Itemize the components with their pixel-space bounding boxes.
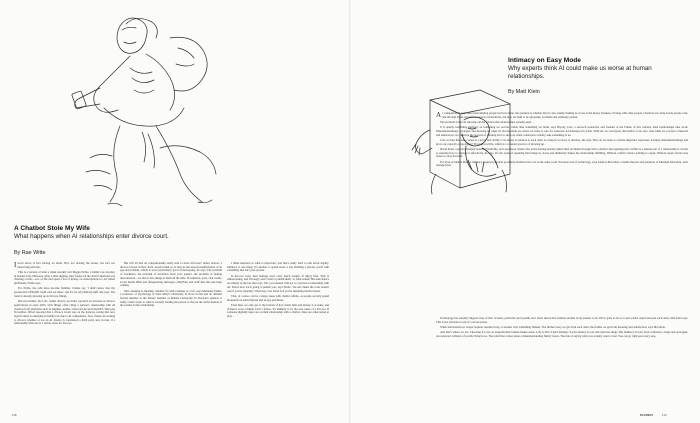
magazine-brand: PLAYBOY — [640, 413, 654, 417]
paragraph: But will all this AI companionship really lead to more divorces? James Sexton, a divorce lawyer in New York, doesn't think so. It may be the newest manifestation of an age-old problem, which is we're particularly good at monogamy, he says. The problem of loneliness, the problem of deviation from your partner, the problem of feeling disconnected—we throw new things at them all the time. Prostitution, porn, chat rooms, social media DMs and disappearing messages, OnlyFans and stuff like this just keep coming. — [120, 262, 222, 288]
right-article-dek: Why experts think AI could make us worse at human relationships. — [508, 65, 652, 80]
paragraph: The problem is that AI smooths out the friction that relationships actually need. — [440, 120, 532, 124]
paragraph: I think intention is what is important, and that's really hard to talk about legally. Intimacy is one thing; it's another to spend hours a day building a private world with something that isn't your spouse. — [227, 262, 329, 273]
paragraph: As companion AI apps have been helping people feel less alone, the question is whether they're also quietly making us worse at the messy business of being with other people. Chatbots now help lonely people vent, talk through fights and rehearse hard conversations, but they are built to be agreeable, available and endlessly patient. — [436, 112, 688, 119]
paragraph: Still, cheating is cheating, whether it's with a human or a bot, says Marianne Fisher, a professor of psychology at State Mary's University in Nova Scotia and an affiliate faculty member at the Kinsey Institute at Indiana University. In Noonan's opinion, it really comes down to what is actually leading the person to choose the outlet instead of the partner in the relationship. — [120, 288, 222, 308]
paragraph: This is a version of what a client recently told Megan Noble, a family law attorney in Kansas City, Missouri. After a little digging, they found out the client's husband was cheating on her—sort of. He had spent a ton of money on subscriptions for AI virtual girlfriends, Noble says. — [14, 270, 115, 286]
right-article-header — [508, 57, 688, 96]
left-column-2 — [120, 262, 222, 407]
paragraph: In divorce court, hurt feelings don't carry much weight. If [they] find, 'This is embarrassing, and I'm angry and I want to punish them,' to what extent? Because there's no remedy in the law that says, 'Oh, you cheated with AI, so you had a relationship with AI. This is how we're going to punish you,' says Noble. 'We tell clients the court doesn't care if you're cheating.' What they care about is if you're depleting marital assets. — [227, 273, 329, 293]
left-page-number: 118 — [12, 413, 17, 417]
paragraph: When intervention no longer requires another body, or another will, something flattens. The further away we get from each other, the further we get from meaning and satisfaction, says McLellan. — [440, 325, 666, 329]
paragraph: Technology has steadily chipped away at that. Screens, platforms and systems now allow interaction without another body present at all. We've gone as far as to put a third object between each other, McLellan says. This is the visitation room of a secret prison. — [436, 317, 688, 324]
left-article-byline: By Rae Witte — [14, 249, 46, 256]
paragraph: David Pearl, a psychotherapist based in Nashville, now sees more clients who arrive having already talked their problems through with a chatbot. Recognizing that conflict is a natural part of a relationship is crucial to learning how to manage it effectively, he says. It's the work of repairing that brings us closer and ultimately makes the relationship fulfilling. Without conflict, there's nothing to repair. Without repair, there's less reason to stay invested. — [436, 147, 688, 159]
left-column-1 — [14, 262, 115, 407]
right-article-title: Intimacy on Easy Mode — [508, 57, 581, 64]
left-article-header — [14, 225, 294, 257]
right-column-1 — [436, 112, 688, 317]
couple-line-illustration — [60, 8, 225, 213]
left-article-title: A Chatbot Stole My Wife — [14, 225, 90, 232]
paragraph: It is quietly redefining intimacy as something we receive, rather than something we build, says Bryony Cole, a sex-tech researcher and founder of the Future of Sex website. Real relationships take work. Misunderstandings, apologies and showing up when it's inconvenient are where we learn to care for someone. AI sidesteps all of that. With AI, we can bypass discomfort, Cole says. And while we can feel connected and understood, we interrupt the process of learning how to show up when connection actually asks something of us. — [436, 125, 688, 137]
paragraph: Cole worries that ease comes at a price. Our ability to be messy in relation to each other is a muscle we have to develop, she says. How do we learn to tolerate imperfect responses, navigate misunderstandings and grow our capacity to apologize? Through real life, which is a constant practice of showing up. — [436, 138, 688, 146]
paragraph: Iwon't know if he's having an affair. He's not leaving the house, but he's not interacting with me. — [14, 262, 115, 269]
left-column-3 — [227, 262, 329, 407]
paragraph: That, of course, can be a major issue with chatbot affairs, as people secretly spend thousands on subscriptions and in-app purchases. — [227, 293, 329, 302]
paragraph: Even then, we only get to the bottom of how much time and money is at stake, and if there's even a digital trail to follow, it's unlikely to be the sole cause of a divorce. If someone digitally steps out on their relationship with a chatbot, there are other issues at play. — [227, 302, 329, 318]
left-article-dek: What happens when AI relationships enter divorce court. — [14, 233, 169, 240]
right-column-2 — [436, 317, 688, 409]
paragraph: For Noble, the calls have become familiar. Clients say, 'I didn't know that my spouse had a $30,000 credit card out there,' and it's for AI [chatbot] stuff, she says. The trend is already showing up in divorce filings. — [14, 286, 115, 298]
page-gutter — [349, 0, 351, 423]
paragraph: Divorce-Online, the U.K. online divorce provider, reported an increase in divorce applications in early 2025, with filings often citing a partner's relationship with AI chatbots from platforms such as Replika, Anima, Character.AI and ChatGPT. This past November, Wired reported that a divorce boom was on the horizon, noting that new legal frontier is emerging in family law due to AI companions. Now clients are turning to divorce whether or not an AI chatbot is considered a third party and, in turn, if a relationship with one is a viable cause for divorce. — [14, 299, 115, 326]
paragraph: For most of human history, intimacy required physical proximity. Rubber had to be in the same room. Previous eras of technology, says Andrew McLellan, a media theorist and grandson of Marshall McLuhan, each changed that. — [436, 159, 688, 168]
right-page-number: 119 — [662, 413, 667, 417]
right-article-byline: By Matt Klein — [508, 89, 540, 96]
paragraph: And that's where we are. Choosing AI over an unpredictable human makes sense. Life is full of hard feelings. Social anxiety is real and rejection stings. But intimacy is born from confusion, cringe and apologies. An awkward collision of worlds living in us. The relief that comes when a misunderstanding finally clears. The risk of saying what you actually want to feel. You can go right past every step. — [436, 330, 688, 338]
